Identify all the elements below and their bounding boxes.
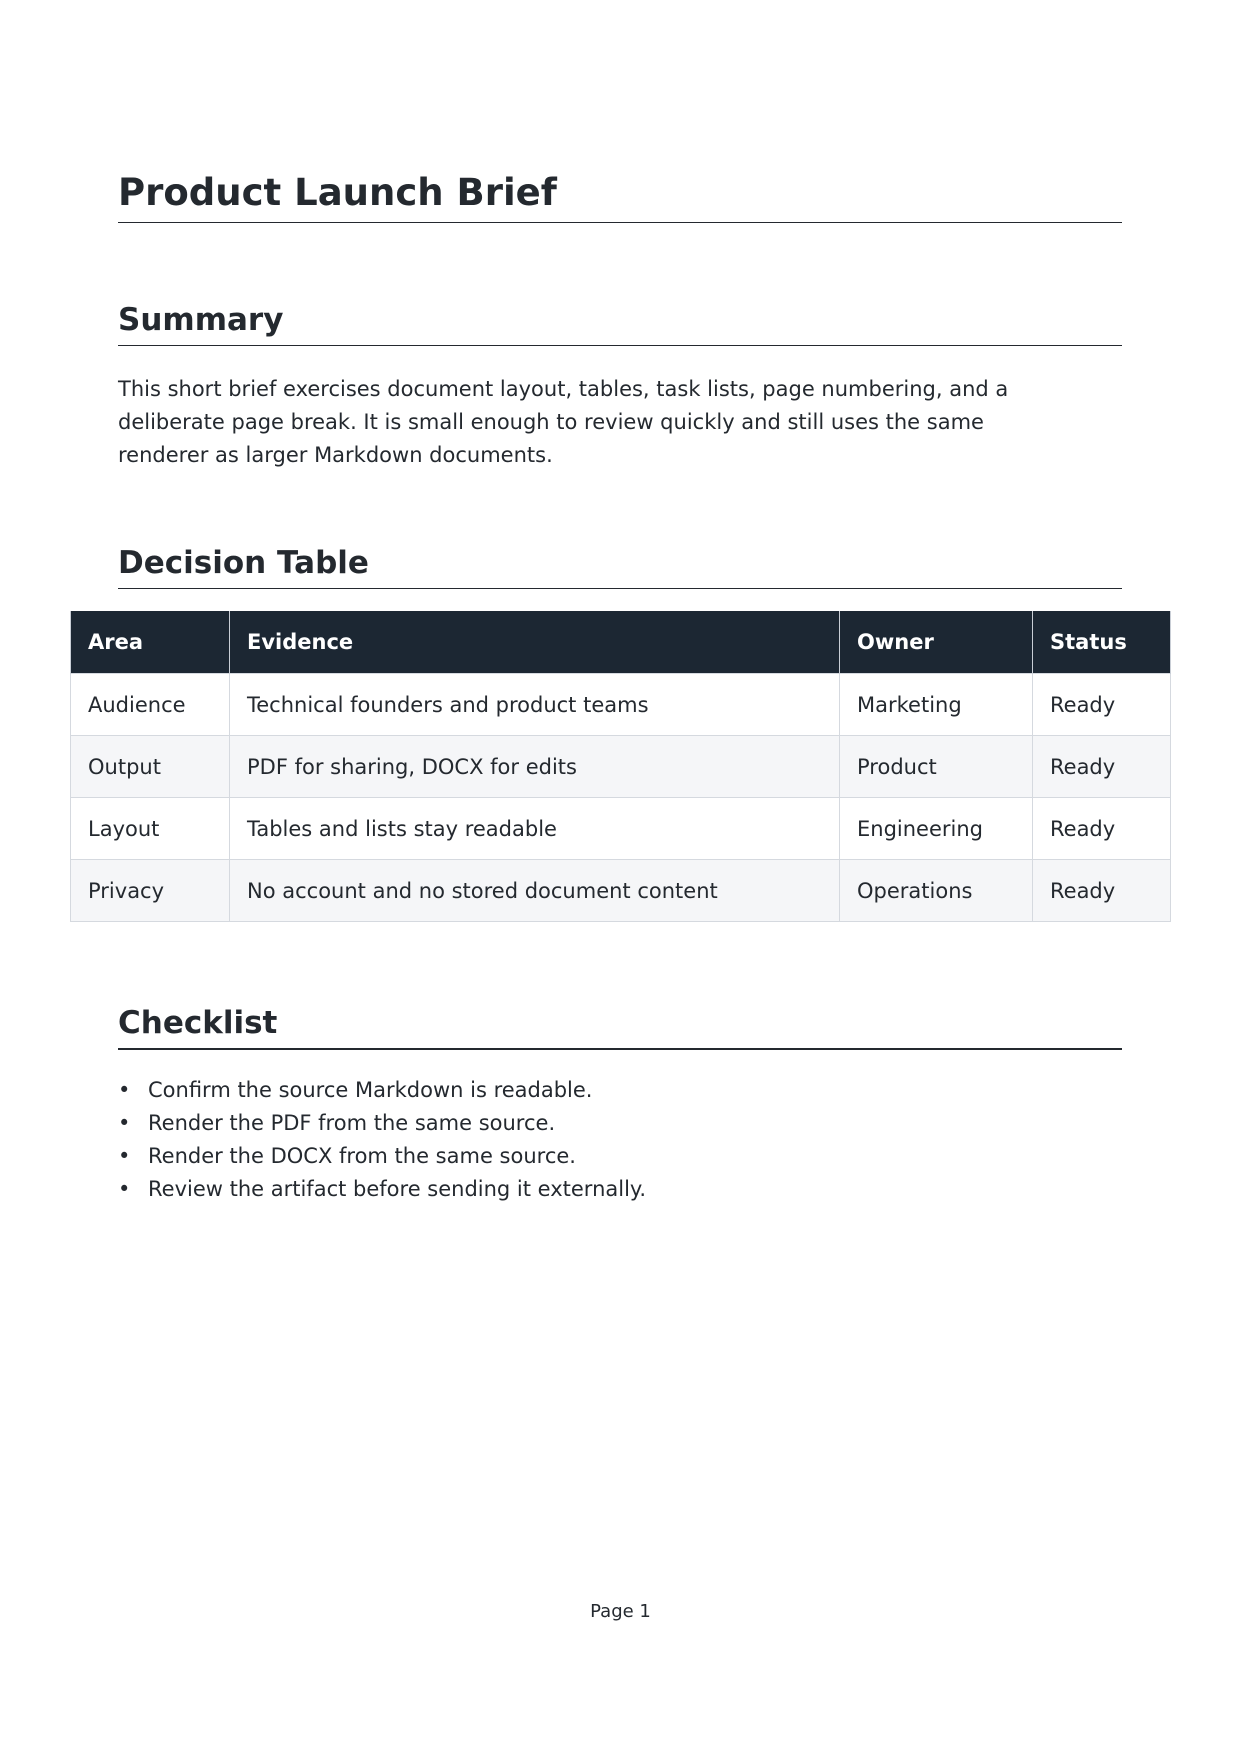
cell-status: Ready [1033, 860, 1171, 922]
page-number: Page 1 [590, 1601, 651, 1622]
checklist-heading: Checklist [118, 1004, 1122, 1050]
cell-area: Layout [71, 798, 230, 860]
cell-evidence: Tables and lists stay readable [230, 798, 840, 860]
list-item-text: Review the artifact before sending it externally. [148, 1177, 647, 1201]
table-row [71, 798, 1171, 860]
cell-evidence: PDF for sharing, DOCX for edits [230, 736, 840, 798]
decision-table-heading: Decision Table [118, 544, 1122, 589]
summary-paragraph: This short brief exercises document layout, tables, task lists, page numbering, and a deliberate page break. It is small enough to review quickly and still uses the same renderer as larger Markdown documents. [118, 377, 1009, 467]
cell-status: Ready [1033, 674, 1171, 736]
cell-owner: Engineering [840, 798, 1033, 860]
cell-owner: Operations [840, 860, 1033, 922]
list-item-text: Confirm the source Markdown is readable. [148, 1078, 593, 1102]
table-row [71, 674, 1171, 736]
list-item-text: Render the PDF from the same source. [148, 1111, 556, 1135]
table-row [71, 860, 1171, 922]
list-item [118, 1173, 1118, 1206]
list-item [118, 1074, 1118, 1107]
column-header-owner: Owner [840, 611, 1033, 674]
cell-evidence: No account and no stored document content [230, 860, 840, 922]
bullet-icon: • [118, 1111, 131, 1135]
cell-evidence: Technical founders and product teams [230, 674, 840, 736]
bullet-icon: • [118, 1177, 131, 1201]
bullet-icon: • [118, 1144, 131, 1168]
table-header-row [71, 611, 1171, 674]
decision-table [70, 611, 1171, 922]
cell-area: Audience [71, 674, 230, 736]
list-item-text: Render the DOCX from the same source. [148, 1144, 576, 1168]
cell-owner: Marketing [840, 674, 1033, 736]
column-header-status: Status [1033, 611, 1171, 674]
bullet-icon: • [118, 1078, 131, 1102]
cell-owner: Product [840, 736, 1033, 798]
summary-heading: Summary [118, 301, 1122, 346]
cell-status: Ready [1033, 736, 1171, 798]
cell-status: Ready [1033, 798, 1171, 860]
checklist [118, 1074, 1118, 1206]
list-item [118, 1107, 1118, 1140]
list-item [118, 1140, 1118, 1173]
document-title: Product Launch Brief [118, 170, 1122, 223]
column-header-evidence: Evidence [230, 611, 840, 674]
table-row [71, 736, 1171, 798]
cell-area: Output [71, 736, 230, 798]
column-header-area: Area [71, 611, 230, 674]
cell-area: Privacy [71, 860, 230, 922]
